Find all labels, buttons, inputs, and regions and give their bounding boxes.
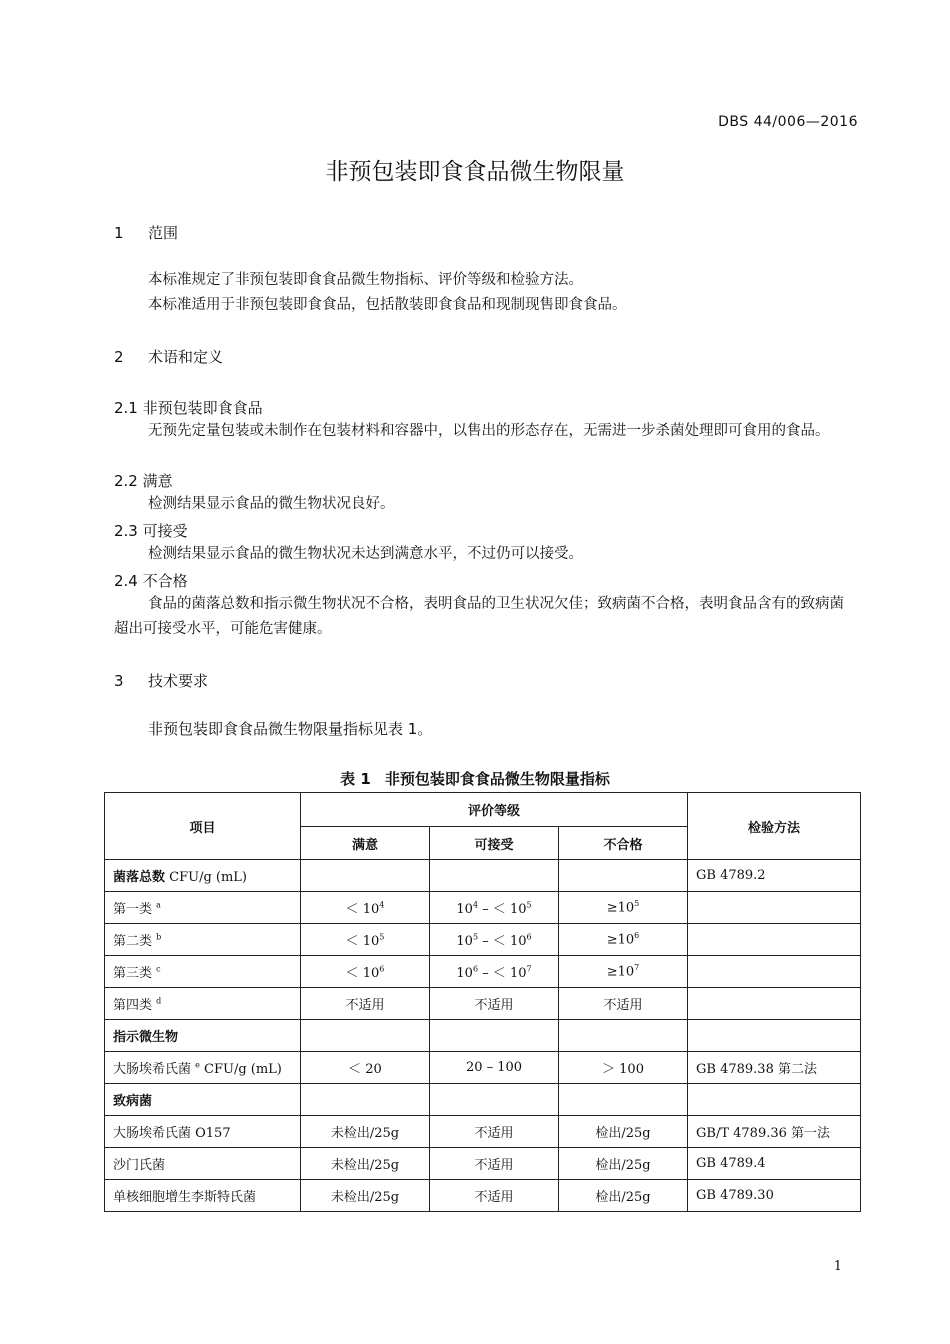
table-row bbox=[105, 1052, 861, 1084]
section-1-heading bbox=[114, 222, 178, 243]
row-tpc-method: GB 4789.2 bbox=[688, 860, 861, 892]
definition-2-3-text: 检测结果显示食品的微生物状况未达到满意水平，不过仍可以接受。 bbox=[148, 546, 583, 562]
section-number: 2 bbox=[114, 348, 124, 366]
table-row bbox=[105, 1180, 861, 1212]
table-row bbox=[105, 1116, 861, 1148]
header-unsatisfactory: 不合格 bbox=[559, 827, 688, 860]
row-ecoli-acc: 20 – 100 bbox=[430, 1052, 559, 1084]
section-title: 术语和定义 bbox=[148, 348, 224, 366]
section-1-paragraph-2: 本标准适用于非预包装即食食品，包括散装即食食品和现制现售即食食品。 bbox=[148, 297, 627, 313]
row-o157-unsat: 检出/25g bbox=[559, 1116, 688, 1148]
page-number: 1 bbox=[833, 1259, 842, 1274]
table-row bbox=[105, 892, 861, 924]
row-class3-unsat: $\ge 10^7$ bbox=[559, 956, 688, 988]
section-2-heading bbox=[114, 346, 223, 367]
row-tpc-label bbox=[105, 860, 301, 892]
definition-2-1-heading: 2.1 非预包装即食食品 bbox=[114, 399, 263, 417]
table-caption bbox=[0, 768, 950, 789]
definition-2-4-text: 食品的菌落总数和指示微生物状况不合格，表明食品的卫生状况欠佳；致病菌不合格，表明食品含有的致病菌超出可接受水平，可能危害健康。 bbox=[114, 596, 844, 637]
row-class3-label: 第三类 $^c$ bbox=[105, 956, 301, 988]
section-title: 范围 bbox=[148, 224, 179, 242]
microbial-limits-table bbox=[104, 792, 861, 1212]
row-salmonella-method: GB 4789.4 bbox=[688, 1148, 861, 1180]
section-number: 1 bbox=[114, 224, 124, 242]
header-method: 检验方法 bbox=[688, 793, 861, 860]
row-class4-sat: 不适用 bbox=[301, 988, 430, 1020]
row-pathogen-group: 致病菌 bbox=[105, 1084, 301, 1116]
row-salmonella-sat: 未检出/25g bbox=[301, 1148, 430, 1180]
row-class2-acc: $10^5$ – ＜ $10^6$ bbox=[430, 924, 559, 956]
section-1-paragraph-1: 本标准规定了非预包装即食食品微生物指标、评价等级和检验方法。 bbox=[148, 272, 583, 288]
tpc-label: 菌落总数 bbox=[113, 870, 166, 885]
section-title: 技术要求 bbox=[148, 672, 209, 690]
table-row bbox=[105, 860, 861, 892]
row-o157-method: GB/T 4789.36 第一法 bbox=[688, 1116, 861, 1148]
row-class4-label: 第四类 $^d$ bbox=[105, 988, 301, 1020]
table-caption-number: 表 1 bbox=[340, 770, 371, 788]
row-listeria-unsat: 检出/25g bbox=[559, 1180, 688, 1212]
standard-code: DBS 44/006—2016 bbox=[718, 114, 858, 130]
row-o157-label: 大肠埃希氏菌 O157 bbox=[105, 1116, 301, 1148]
row-salmonella-label: 沙门氏菌 bbox=[105, 1148, 301, 1180]
row-listeria-sat: 未检出/25g bbox=[301, 1180, 430, 1212]
row-class1-unsat: $\ge 10^5$ bbox=[559, 892, 688, 924]
table-row bbox=[105, 1084, 861, 1116]
table-row bbox=[105, 1148, 861, 1180]
row-ecoli-label: 大肠埃希氏菌 $^e$ CFU/g (mL) bbox=[105, 1052, 301, 1084]
header-acceptable: 可接受 bbox=[430, 827, 559, 860]
table-row bbox=[105, 924, 861, 956]
tpc-unit: CFU/g (mL) bbox=[165, 870, 248, 885]
row-listeria-method: GB 4789.30 bbox=[688, 1180, 861, 1212]
row-indicator-group: 指示微生物 bbox=[105, 1020, 301, 1052]
table-caption-text: 非预包装即食食品微生物限量指标 bbox=[384, 770, 610, 788]
table-row bbox=[105, 956, 861, 988]
header-grade: 评价等级 bbox=[301, 793, 688, 827]
row-class4-acc: 不适用 bbox=[430, 988, 559, 1020]
row-class3-acc: $10^6$ – ＜ $10^7$ bbox=[430, 956, 559, 988]
row-listeria-acc: 不适用 bbox=[430, 1180, 559, 1212]
row-ecoli-sat: ＜ 20 bbox=[301, 1052, 430, 1084]
header-item: 项目 bbox=[105, 793, 301, 860]
row-o157-acc: 不适用 bbox=[430, 1116, 559, 1148]
section-number: 3 bbox=[114, 672, 124, 690]
header-satisfactory: 满意 bbox=[301, 827, 430, 860]
section-3-intro: 非预包装即食食品微生物限量指标见表 1。 bbox=[148, 720, 433, 738]
row-class1-acc: $10^4$ – ＜ $10^5$ bbox=[430, 892, 559, 924]
row-class4-unsat: 不适用 bbox=[559, 988, 688, 1020]
definition-2-2-text: 检测结果显示食品的微生物状况良好。 bbox=[148, 496, 395, 512]
row-salmonella-acc: 不适用 bbox=[430, 1148, 559, 1180]
row-ecoli-unsat: ＞ 100 bbox=[559, 1052, 688, 1084]
row-class1-sat: ＜ $10^4$ bbox=[301, 892, 430, 924]
row-o157-sat: 未检出/25g bbox=[301, 1116, 430, 1148]
row-salmonella-unsat: 检出/25g bbox=[559, 1148, 688, 1180]
definition-2-2-heading: 2.2 满意 bbox=[114, 472, 173, 490]
document-title: 非预包装即食食品微生物限量 bbox=[325, 159, 625, 185]
row-ecoli-method: GB 4789.38 第二法 bbox=[688, 1052, 861, 1084]
row-class3-sat: ＜ $10^6$ bbox=[301, 956, 430, 988]
row-class2-unsat: $\ge 10^6$ bbox=[559, 924, 688, 956]
definition-2-1-text: 无预先定量包装或未制作在包装材料和容器中，以售出的形态存在，无需进一步杀菌处理即可食用的食品。 bbox=[148, 423, 830, 439]
table-row bbox=[105, 988, 861, 1020]
table-row bbox=[105, 1020, 861, 1052]
section-3-heading bbox=[114, 670, 208, 691]
row-class1-label: 第一类 $^a$ bbox=[105, 892, 301, 924]
definition-2-4-heading: 2.4 不合格 bbox=[114, 572, 188, 590]
row-listeria-label: 单核细胞增生李斯特氏菌 bbox=[105, 1180, 301, 1212]
definition-2-3-heading: 2.3 可接受 bbox=[114, 522, 188, 540]
row-class2-label: 第二类 $^b$ bbox=[105, 924, 301, 956]
row-class2-sat: ＜ $10^5$ bbox=[301, 924, 430, 956]
